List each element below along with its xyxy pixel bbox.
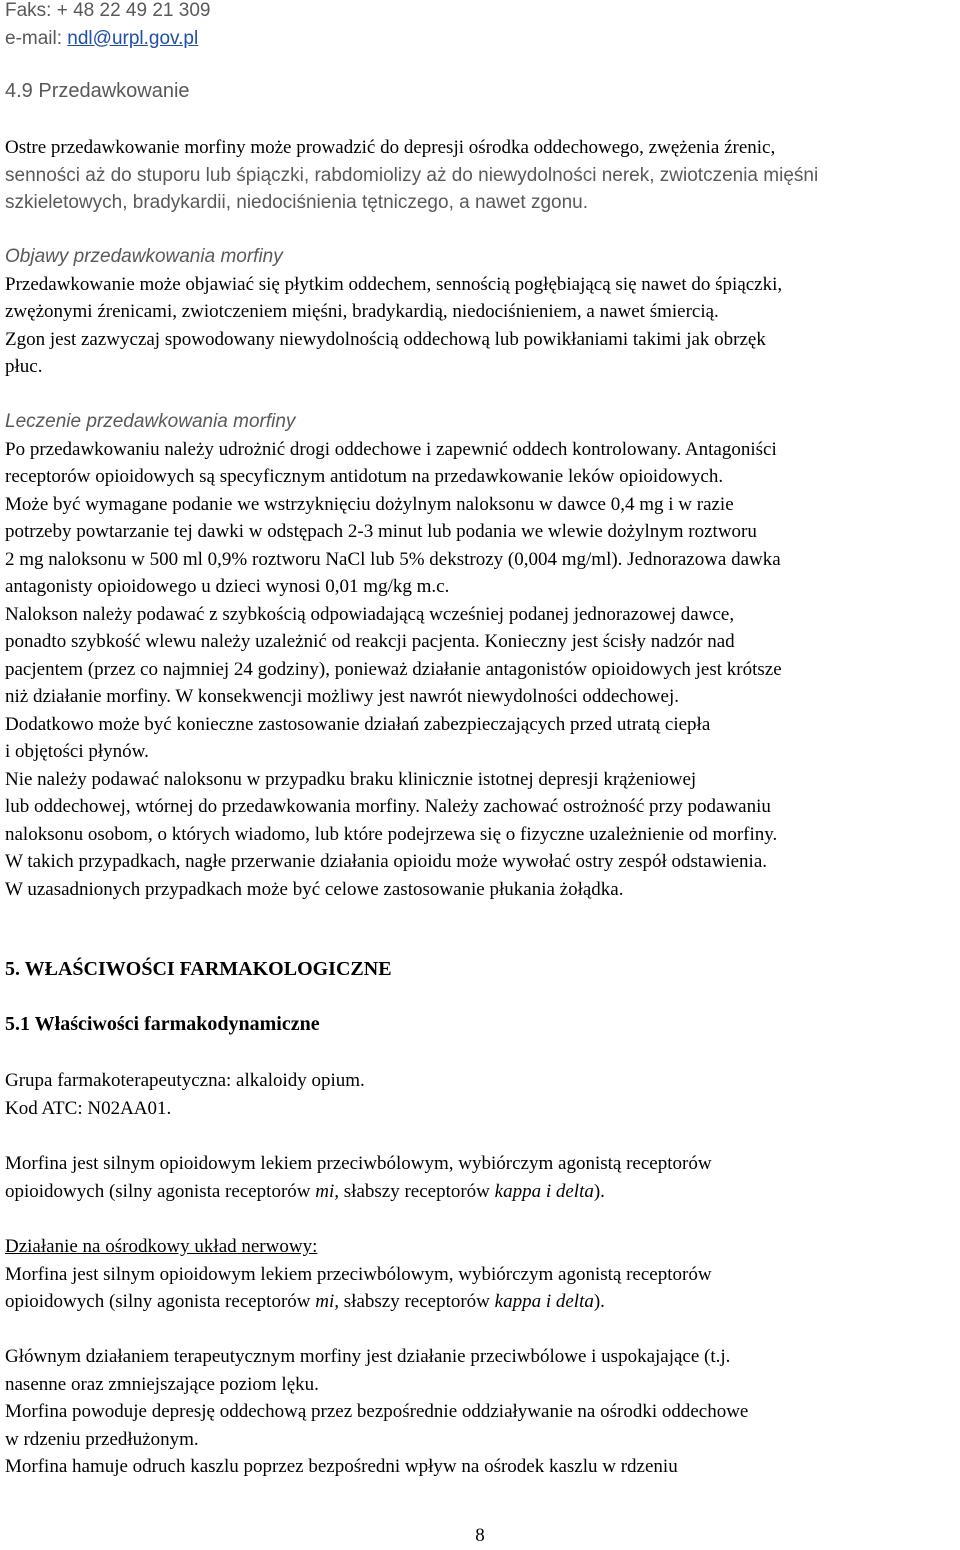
treatment-line: ponadto szybkość wlewu należy uzależnić od reakcji pacjenta. Konieczny jest ścisły nadzór nad [5,631,735,652]
text-run: słabszy receptorów [339,1180,495,1202]
effects-line: Głównym działaniem terapeutycznym morfiny jest działanie przeciwbólowe i uspokajające (t.j. [5,1346,731,1367]
symptoms-line: zwężonymi źrenicami, zwiotczeniem mięśni, bradykardią, niedociśnieniem, a nawet śmiercią. [5,301,719,322]
mechanism-line [5,1178,955,1206]
effects-line: Morfina powoduje depresję oddechową przez bezpośrednie oddziaływanie na ośrodki oddechowe [5,1401,749,1422]
text-run: ). [593,1180,605,1202]
intro-line: szkieletowych, bradykardii, niedociśnienia tętniczego, a nawet zgonu. [5,192,588,213]
overdose-intro [5,134,955,217]
effects-line: w rdzeniu przedłużonym. [5,1428,199,1450]
email-line [5,25,955,53]
text-run-italic: mi, [315,1291,340,1312]
symptoms-line: płuc. [5,356,43,377]
intro-line: Ostre przedawkowanie morfiny może prowadzić do depresji ośrodka oddechowego, zwężenia źrenic, [5,137,776,158]
treatment-line: Dodatkowo może być konieczne zastosowanie działań zabezpieczających przed utratą ciepła [5,713,711,735]
symptoms-section [5,243,955,381]
text-run: słabszy receptorów [339,1291,495,1312]
classification-block [5,1067,955,1122]
pharmacotherapeutic-group: Grupa farmakoterapeutyczna: alkaloidy opium. [5,1070,365,1091]
text-run: opioidowych (silny agonista receptorów [5,1180,316,1202]
text-run: ). [593,1291,605,1312]
text-run-italic: kappa i delta [494,1180,594,1202]
text-run-italic: kappa i delta [494,1291,594,1312]
section-5-1 [5,1011,955,1039]
mechanism-line: Morfina jest silnym opioidowym lekiem przeciwbólowym, wybiórczym agonistą receptorów [5,1153,712,1174]
treatment-line: 2 mg naloksonu w 500 ml 0,9% roztworu NaCl lub 5% dekstrozy (0,004 mg/ml). Jednorazowa dawka [5,548,781,570]
intro-line: senności aż do stuporu lub śpiączki, rabdomiolizy aż do niewydolności nerek, zwiotczenia mięśni [5,164,819,186]
cns-heading: Działanie na ośrodkowy układ nerwowy: [5,1236,318,1257]
cns-line: Morfina jest silnym opioidowym lekiem przeciwbólowym, wybiórczym agonistą receptorów [5,1263,712,1285]
symptoms-heading: Objawy przedawkowania morfiny [5,246,283,267]
treatment-line: lub oddechowej, wtórnej do przedawkowania morfiny. Należy zachować ostrożność przy podawaniu [5,796,771,817]
section-5 [5,956,955,984]
email-label: e-mail: [5,27,68,49]
mechanism-paragraph [5,1150,955,1205]
fax-line: Faks: + 48 22 49 21 309 [5,0,211,21]
effects-paragraph [5,1343,955,1481]
symptoms-line: Przedawkowanie może objawiać się płytkim oddechem, sennością pogłębiającą się nawet do śpiączki, [5,273,783,295]
text-run-italic: mi, [315,1180,340,1202]
text-run: opioidowych (silny agonista receptorów [5,1291,316,1312]
treatment-line: pacjentem (przez co najmniej 24 godziny), ponieważ działanie antagonistów opioidowych jest krótsze [5,658,782,680]
section-5-1-heading: 5.1 Właściwości farmakodynamiczne [5,1013,320,1035]
section-5-heading: 5. WŁAŚCIWOŚCI FARMAKOLOGICZNE [5,958,392,980]
treatment-line: antagonisty opioidowego u dzieci wynosi 0,01 mg/kg m.c. [5,576,450,597]
treatment-line: Może być wymagane podanie we wstrzyknięciu dożylnym naloksonu w dawce 0,4 mg i w razie [5,493,734,515]
treatment-line: Nie należy podawać naloksonu w przypadku braku klinicznie istotnej depresji krążeniowej [5,768,697,790]
atc-code: Kod ATC: N02AA01. [5,1097,172,1119]
cns-line [5,1288,955,1316]
treatment-section [5,408,955,903]
treatment-heading: Leczenie przedawkowania morfiny [5,411,296,432]
treatment-line: niż działanie morfiny. W konsekwencji możliwy jest nawrót niewydolności oddechowej. [5,686,679,707]
contact-block [5,0,955,52]
treatment-line: W takich przypadkach, nagłe przerwanie działania opioidu może wywołać ostry zespół odstawienia. [5,851,768,872]
cns-section [5,1233,955,1316]
email-link[interactable]: ndl@urpl.gov.pl [67,27,199,49]
page-number: 8 [475,1525,485,1546]
section-4-9-heading: 4.9 Przedawkowanie [5,80,190,102]
treatment-line: Po przedawkowaniu należy udrożnić drogi oddechowe i zapewnić oddech kontrolowany. Antagoniści [5,438,777,460]
section-4-9 [5,78,955,106]
treatment-line: Nalokson należy podawać z szybkością odpowiadającą wcześniej podanej jednorazowej dawce, [5,603,735,625]
treatment-line: receptorów opioidowych są specyficznym antidotum na przedawkowanie leków opioidowych. [5,466,724,487]
effects-line: Morfina hamuje odruch kaszlu poprzez bezpośredni wpływ na ośrodek kaszlu w rdzeniu [5,1456,678,1477]
treatment-line: W uzasadnionych przypadkach może być celowe zastosowanie płukania żołądka. [5,878,624,900]
treatment-line: potrzeby powtarzanie tej dawki w odstępach 2-3 minut lub podania we wlewie dożylnym roztworu [5,521,757,542]
effects-line: nasenne oraz zmniejszające poziom lęku. [5,1373,319,1395]
symptoms-line: Zgon jest zazwyczaj spowodowany niewydolnością oddechową lub powikłaniami takimi jak obrzęk [5,328,766,350]
treatment-line: naloksonu osobom, o których wiadomo, lub które podejrzewa się o fizyczne uzależnienie od morfiny. [5,823,778,845]
treatment-line: i objętości płynów. [5,741,149,762]
